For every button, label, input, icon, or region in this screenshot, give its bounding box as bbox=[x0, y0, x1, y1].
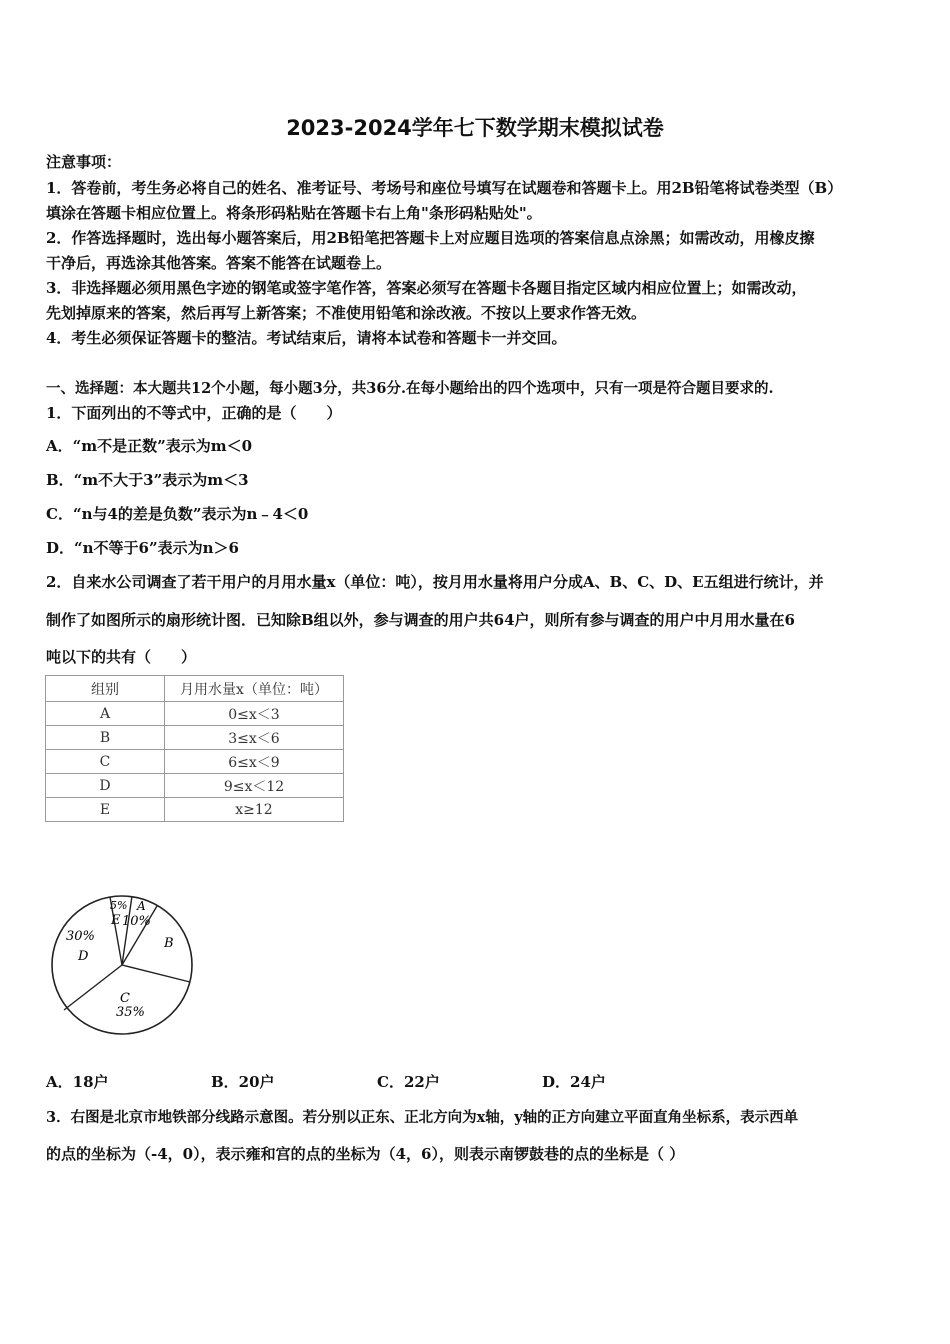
q1-option-d: D．“n不等于6”表示为n＞6 bbox=[46, 539, 239, 557]
pie-label-e-pct: 5% bbox=[110, 899, 128, 912]
q3-stem-line2: 的点的坐标为（-4，0），表示雍和宫的点的坐标为（4，6），则表示南锣鼓巷的点的坐标是（ ） bbox=[46, 1145, 685, 1163]
q2-option-b: B．20户 bbox=[211, 1073, 275, 1091]
pie-label-c: C bbox=[120, 991, 130, 1006]
q2-option-d: D．24户 bbox=[542, 1073, 606, 1091]
table-cell: x≥12 bbox=[165, 798, 344, 822]
notice-line: 4．考生必须保证答题卡的整洁。考试结束后，请将本试卷和答题卡一并交回。 bbox=[46, 329, 567, 347]
table-cell: 9≤x＜12 bbox=[165, 774, 344, 798]
q2-option-c: C．22户 bbox=[377, 1073, 440, 1091]
table-cell: 6≤x＜9 bbox=[165, 750, 344, 774]
q2-stem-line1: 2．自来水公司调查了若干用户的月用水量x（单位：吨），按月用水量将用户分成A、B、C、D、E五组进行统计，并 bbox=[46, 573, 824, 591]
notice-line: 1．答卷前，考生务必将自己的姓名、准考证号、考场号和座位号填写在试题卷和答题卡上。用2B铅笔将试卷类型（B） bbox=[46, 179, 843, 197]
table-cell: E bbox=[46, 798, 165, 822]
notice-line: 先划掉原来的答案，然后再写上新答案；不准使用铅笔和涂改液。不按以上要求作答无效。 bbox=[46, 304, 647, 322]
q3-stem-line1: 3．右图是北京市地铁部分线路示意图。若分别以正东、正北方向为x轴，y轴的正方向建立平面直角坐标系，表示西单 bbox=[46, 1109, 799, 1126]
pie-label-b: B bbox=[164, 936, 174, 951]
table-row bbox=[46, 702, 344, 726]
table-header: 组别 bbox=[46, 676, 165, 702]
q1-stem: 1．下面列出的不等式中，正确的是（ ） bbox=[46, 404, 342, 422]
table-cell: C bbox=[46, 750, 165, 774]
page-title: 2023-2024学年七下数学期末模拟试卷 bbox=[286, 116, 664, 140]
notice-line: 干净后，再选涂其他答案。答案不能答在试题卷上。 bbox=[46, 254, 392, 272]
pie-label-d-pct: 30% bbox=[66, 929, 95, 944]
pie-divider bbox=[122, 965, 190, 982]
table-cell: 0≤x＜3 bbox=[165, 702, 344, 726]
table-row bbox=[46, 750, 344, 774]
pie-label-a: A bbox=[137, 899, 146, 913]
notice-heading: 注意事项： bbox=[46, 153, 122, 171]
pie-label-e: E bbox=[111, 913, 121, 928]
table-row bbox=[46, 726, 344, 750]
q1-option-c: C．“n与4的差是负数”表示为n﹣4＜0 bbox=[46, 505, 309, 523]
table-header: 月用水量x（单位：吨） bbox=[165, 676, 344, 702]
pie-label-a-pct: 10% bbox=[122, 914, 151, 929]
group-table bbox=[45, 675, 344, 822]
q2-stem-line3: 吨以下的共有（ ） bbox=[46, 648, 197, 666]
notice-line: 填涂在答题卡相应位置上。将条形码粘贴在答题卡右上角"条形码粘贴处"。 bbox=[46, 204, 542, 222]
table-row bbox=[46, 774, 344, 798]
table-cell: B bbox=[46, 726, 165, 750]
q2-stem-line2: 制作了如图所示的扇形统计图．已知除B组以外，参与调查的用户共64户，则所有参与调查的用户中月用水量在6 bbox=[46, 611, 795, 629]
q2-option-a: A．18户 bbox=[46, 1073, 109, 1091]
table-cell: 3≤x＜6 bbox=[165, 726, 344, 750]
q1-option-a: A．“m不是正数”表示为m＜0 bbox=[46, 437, 253, 455]
q1-option-b: B．“m不大于3”表示为m＜3 bbox=[46, 471, 249, 489]
table-header-row bbox=[46, 676, 344, 702]
notice-line: 2．作答选择题时，选出每小题答案后，用2B铅笔把答题卡上对应题目选项的答案信息点涂黑；如需改动，用橡皮擦 bbox=[46, 229, 815, 247]
table-cell: D bbox=[46, 774, 165, 798]
table-cell: A bbox=[46, 702, 165, 726]
pie-divider bbox=[64, 965, 122, 1010]
notice-line: 3．非选择题必须用黑色字迹的钢笔或签字笔作答，答案必须写在答题卡各题目指定区域内相应位置上；如需改动， bbox=[46, 279, 807, 297]
pie-chart bbox=[40, 885, 220, 1045]
section-heading: 一、选择题：本大题共12个小题，每小题3分，共36分.在每小题给出的四个选项中，只有一项是符合题目要求的. bbox=[46, 380, 774, 397]
pie-label-c-pct: 35% bbox=[116, 1005, 145, 1020]
pie-label-d: D bbox=[78, 949, 89, 964]
table-row bbox=[46, 798, 344, 822]
